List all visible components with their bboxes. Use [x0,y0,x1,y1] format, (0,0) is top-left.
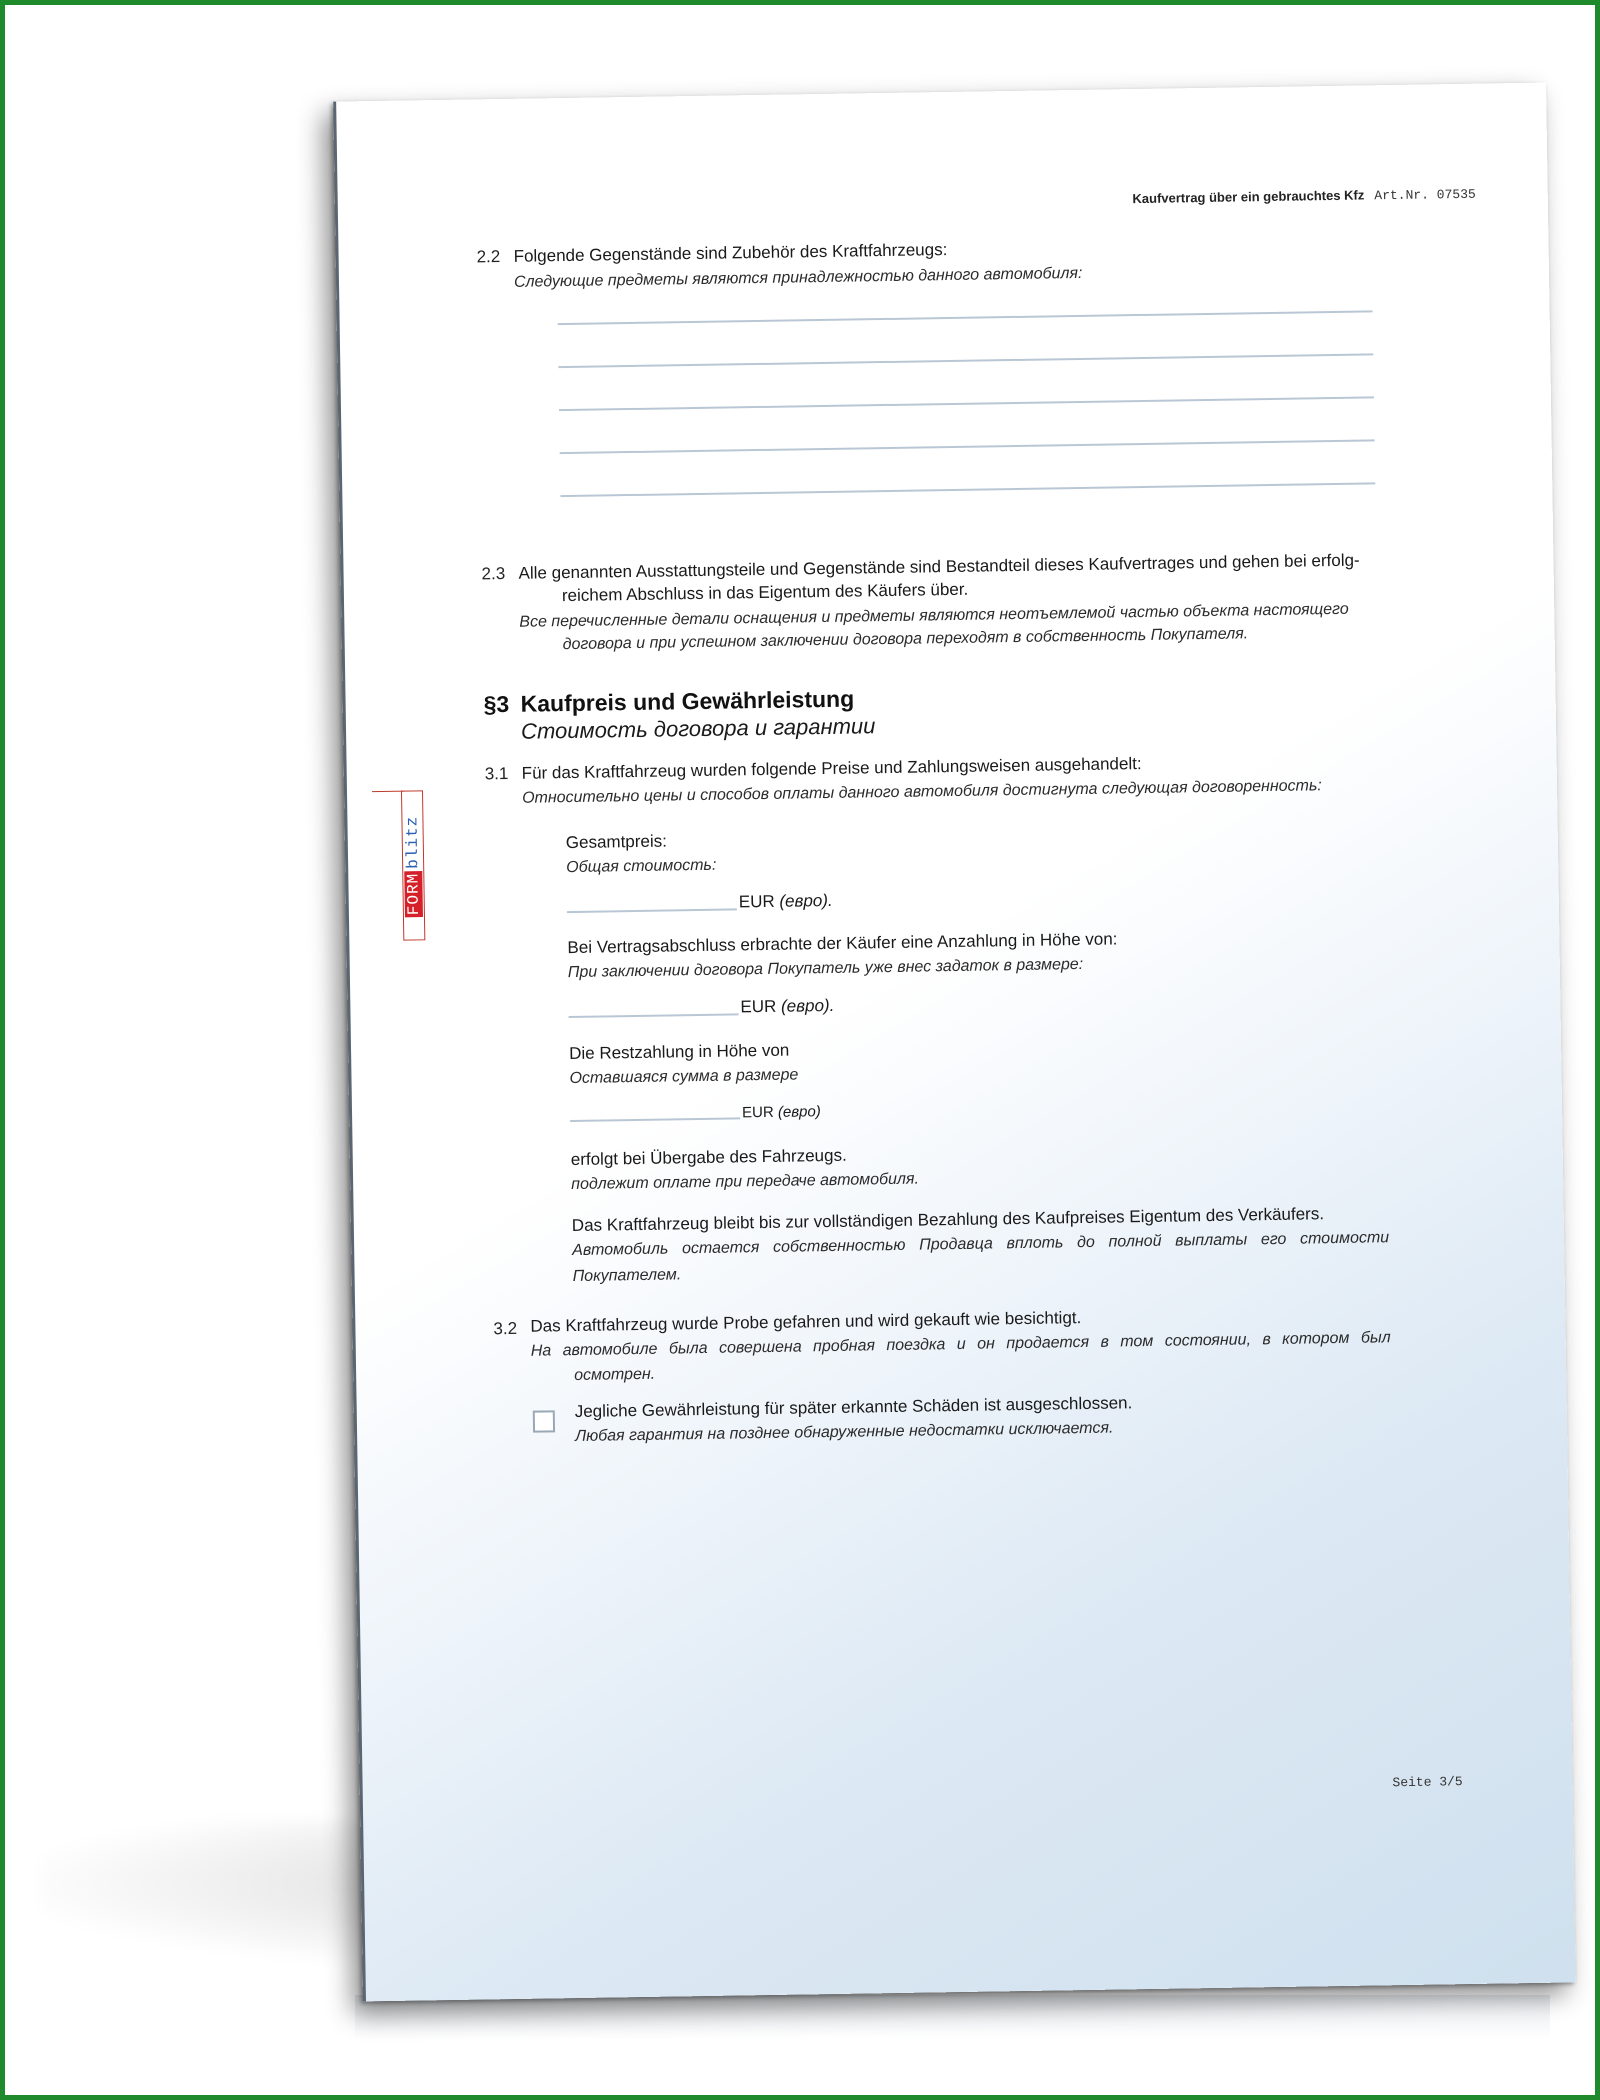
eur-label: EUR [741,1103,774,1122]
deposit-label-ru: При заключении договора Покупатель уже внес задаток в размере: [567,955,1084,982]
ownership-text-ru-line-2: Покупателем. [572,1266,682,1286]
section-3-1-text-ru: Относительно цены и способов оплаты данного автомобиля достигнута следующая договоренность: [521,777,1322,807]
total-price-currency [739,889,833,913]
logo-text-form: FORM [404,872,423,916]
section-2-3-text-ru-line-1: Все перечисленные детали оснащения и предметы являются неотъемлемой частью объекта настоящего [519,600,1349,631]
page-reflection [355,1995,1550,2040]
section-2-2-text: Folgende Gegenstände sind Zubehör des Kraftfahrzeugs: [513,240,948,266]
warranty-exclusion-text: Jegliche Gewährleistung für später erkannte Schäden ist ausgeschlossen. [574,1393,1133,1422]
section-3-2-text-ru-line-1: На автомобиле была совершена пробная поездка и он продается в том состоянии, в котором был [530,1329,1391,1360]
remaining-payment-currency [742,1100,821,1124]
section-number-2-2: 2.2 [476,247,501,267]
eur-label: EUR [740,996,777,1017]
document-title: Kaufvertrag über ein gebrauchtes Kfz [1132,187,1365,207]
document-page [333,83,1576,2002]
section-3-title: Kaufpreis und Gewährleistung [520,685,855,717]
section-2-3-text-ru-line-2: договора и при успешном заключении договора переходят в собственность Покупателя. [562,625,1249,654]
page-number: Seite 3/5 [1392,1774,1463,1791]
eur-label-ru: (евро). [780,995,835,1016]
section-3-title-ru: Стоимость договора и гарантии [520,713,876,744]
total-price-label: Gesamtpreis: [565,831,668,853]
deposit-currency [740,994,834,1018]
article-number: Art.Nr. 07535 [1374,186,1476,204]
eur-label: EUR [738,891,775,912]
logo-text-blitz: blitz [403,815,423,869]
section-2-3-text-line-1: Alle genannten Ausstattungsteile und Gegenstände sind Bestandteil dieses Kaufvertrages und gehen bei erfolg- [518,550,1360,583]
section-number-2-3: 2.3 [481,564,506,584]
section-2-3-text-line-2: reichem Abschluss in das Eigentum des Käufers über. [561,579,969,606]
eur-label-ru: (евро). [779,890,833,911]
document-header [1132,186,1476,207]
section-3-2-text: Das Kraftfahrzeug wurde Probe gefahren und wird gekauft wie besichtigt. [530,1308,1082,1336]
deposit-label: Bei Vertragsabschluss erbrachte der Käufer eine Anzahlung in Höhe von: [567,929,1118,958]
handover-text: erfolgt bei Übergabe des Fahrzeugs. [570,1145,847,1170]
section-3-2-text-ru-line-2: осмотрен. [574,1365,656,1385]
total-price-label-ru: Общая стоимость: [566,856,717,877]
accessory-line-3[interactable] [559,396,1374,411]
logo-text [403,814,423,918]
total-price-field[interactable] [567,908,737,913]
deposit-field[interactable] [569,1013,739,1018]
remaining-payment-label: Die Restzahlung in Höhe von [568,1040,790,1064]
section-number-3-2: 3.2 [493,1318,518,1339]
warranty-exclusion-checkbox[interactable] [533,1410,555,1432]
accessory-line-5[interactable] [560,482,1375,497]
remaining-payment-label-ru: Оставшаяся сумма в размере [569,1066,799,1088]
section-number-3-1: 3.1 [484,763,509,784]
formblitz-logo [401,790,425,940]
remaining-payment-field[interactable] [570,1117,740,1122]
section-2-2-text-ru: Следующие предметы являются принадлежностью данного автомобиля: [513,264,1083,291]
ownership-text: Das Kraftfahrzeug bleibt bis zur vollständigen Bezahlung des Kaufpreises Eigentum des Verkäufers. [571,1204,1325,1236]
logo-marker-line [372,791,404,793]
section-3-1-text: Für das Kraftfahrzeug wurden folgende Preise und Zahlungsweisen ausgehandelt: [521,754,1142,783]
accessory-line-4[interactable] [560,439,1375,454]
ownership-text-ru-line-1: Автомобиль остается собственностью Продавца вплоть до полной выплаты его стоимости [572,1229,1390,1260]
accessory-line-1[interactable] [558,310,1373,325]
accessory-line-2[interactable] [558,353,1373,368]
warranty-exclusion-text-ru: Любая гарантия на позднее обнаруженные недостатки исключается. [575,1419,1114,1446]
section-3-number: §3 [483,690,510,718]
eur-label-ru: (евро) [777,1103,821,1121]
handover-text-ru: подлежит оплате при передаче автомобиля. [571,1170,920,1194]
